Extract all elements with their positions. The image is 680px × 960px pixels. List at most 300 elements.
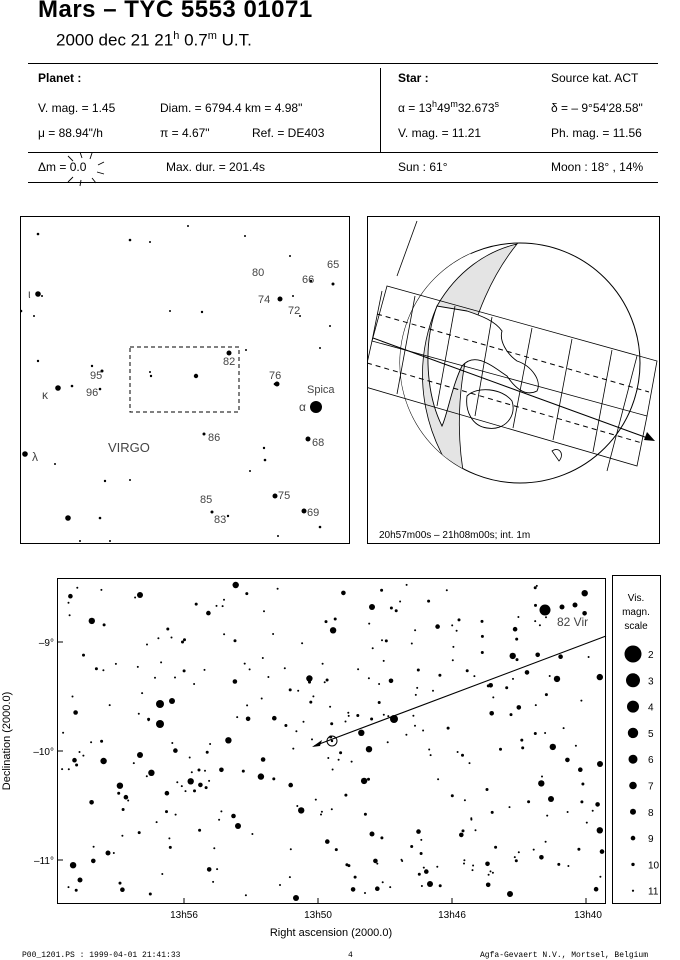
- bright-star: [137, 752, 143, 758]
- alpha-h: h: [431, 99, 437, 109]
- detail-star: [311, 738, 313, 740]
- finder-star: [310, 401, 322, 413]
- detail-star: [122, 808, 125, 811]
- bright-star: [137, 592, 143, 598]
- legend-title-1: Vis.: [627, 593, 645, 604]
- legend-label-mag-6: 6: [648, 755, 654, 767]
- detail-star: [223, 633, 225, 635]
- detail-star: [188, 778, 194, 784]
- detail-star: [472, 865, 474, 867]
- finder-star: [319, 347, 321, 349]
- detail-star: [414, 725, 416, 727]
- detail-star: [470, 817, 472, 819]
- detail-star: [395, 609, 398, 612]
- detail-star: [510, 713, 513, 716]
- legend-label-mag-5: 5: [648, 728, 654, 740]
- detail-star: [375, 886, 380, 891]
- detail-star: [306, 675, 312, 681]
- date-m: m: [207, 30, 217, 42]
- detail-star: [567, 865, 569, 867]
- detail-star: [189, 757, 191, 759]
- detail-star: [427, 600, 430, 603]
- detail-star: [209, 743, 211, 745]
- star-label-spica: Spica: [307, 384, 335, 396]
- bright-star: [156, 700, 164, 708]
- detail-star: [222, 605, 224, 607]
- legend-label-mag-8: 8: [648, 807, 654, 819]
- detail-star: [261, 757, 266, 762]
- detail-star: [249, 668, 251, 670]
- detail-star: [279, 884, 281, 886]
- sun-elevation: Sun : 61°: [398, 160, 448, 174]
- detail-star: [147, 718, 150, 721]
- detail-star: [534, 620, 536, 622]
- detail-star: [338, 759, 340, 761]
- detail-star: [539, 855, 544, 860]
- detail-star: [103, 623, 106, 626]
- detail-star: [361, 778, 367, 784]
- detail-star: [535, 704, 537, 706]
- finder-star: [319, 526, 322, 529]
- detail-star: [127, 800, 129, 802]
- detail-star: [544, 732, 546, 734]
- star-delta: δ = – 9°54'28.58": [551, 101, 643, 115]
- detail-star: [378, 683, 380, 685]
- detail-star: [520, 739, 523, 742]
- detail-star: [582, 590, 588, 596]
- detail-star: [181, 785, 183, 787]
- bright-star: [560, 605, 565, 610]
- finder-star: [149, 371, 151, 373]
- legend-dot-mag-2: [625, 646, 642, 663]
- detail-star: [368, 677, 370, 679]
- detail-star: [272, 777, 275, 780]
- detail-star: [488, 683, 493, 688]
- detail-star: [513, 627, 518, 632]
- detail-star: [385, 639, 388, 642]
- detail-star: [134, 597, 136, 599]
- finder-frame: [21, 217, 350, 544]
- detail-star: [492, 696, 494, 698]
- date-suffix: U.T.: [216, 30, 252, 50]
- detail-star: [345, 721, 347, 723]
- finder-star: [109, 540, 111, 542]
- target-star: [331, 740, 333, 742]
- detail-star: [378, 701, 381, 704]
- detail-star: [421, 885, 423, 887]
- detail-star: [372, 647, 374, 649]
- alpha-sec: 32.673: [457, 101, 495, 115]
- detail-star: [165, 791, 170, 796]
- finder-star: [289, 255, 291, 257]
- star-label-82: 82: [223, 356, 236, 368]
- detail-star: [446, 589, 448, 591]
- detail-star: [89, 800, 94, 805]
- detail-star: [160, 661, 162, 663]
- detail-star: [261, 698, 263, 700]
- detail-star: [68, 886, 70, 888]
- detail-star: [577, 848, 580, 851]
- detail-star: [380, 589, 383, 592]
- finder-star: [35, 291, 41, 297]
- detail-star: [567, 811, 569, 813]
- sun-burst-icon: [60, 150, 112, 188]
- detail-star: [133, 762, 135, 764]
- detail-star: [320, 814, 322, 816]
- detail-star: [554, 676, 560, 682]
- detail-star: [380, 836, 383, 839]
- detail-star: [75, 764, 78, 767]
- detail-star: [439, 884, 442, 887]
- detail-star: [332, 769, 334, 771]
- bright-star: [597, 761, 603, 767]
- greek-alpha: α: [299, 400, 306, 414]
- detail-star: [515, 638, 518, 641]
- detail-star: [412, 715, 414, 717]
- detail-star: [277, 588, 279, 590]
- detail-star: [586, 822, 588, 824]
- detail-star: [89, 618, 95, 624]
- detail-star: [208, 780, 210, 782]
- detail-star: [410, 845, 413, 848]
- detail-star: [195, 603, 198, 606]
- detail-star: [175, 814, 177, 816]
- table-top-rule: [28, 63, 658, 64]
- bright-star: [370, 832, 375, 837]
- detail-star: [411, 643, 413, 645]
- detail-star: [233, 679, 238, 684]
- detail-star: [466, 669, 469, 672]
- detail-star: [456, 630, 458, 632]
- legend-dot-mag-10: [631, 863, 634, 866]
- detail-star: [72, 696, 74, 698]
- detail-star: [231, 814, 236, 819]
- detail-star: [534, 604, 537, 607]
- finder-star: [55, 385, 61, 391]
- xtick-label-3: 13h46: [438, 910, 466, 921]
- detail-star: [435, 624, 440, 629]
- detail-star: [510, 653, 516, 659]
- detail-star: [198, 783, 203, 788]
- detail-star: [297, 690, 299, 692]
- detail-star: [368, 623, 370, 625]
- detail-star: [234, 639, 237, 642]
- detail-star: [491, 811, 494, 814]
- magnitude-legend: [612, 575, 662, 905]
- detail-star: [204, 669, 206, 671]
- detail-star: [303, 721, 305, 723]
- detail-star: [464, 799, 466, 801]
- bright-star: [369, 604, 375, 610]
- finder-star: [41, 295, 43, 297]
- detail-star: [258, 773, 264, 779]
- detail-star: [212, 881, 214, 883]
- date-prefix: 2000 dec 21 21: [56, 30, 174, 50]
- detail-star: [157, 637, 159, 639]
- alpha-min: 49: [436, 101, 451, 115]
- detail-star: [416, 829, 421, 834]
- legend-label-mag-2: 2: [648, 650, 654, 661]
- detail-star: [458, 618, 461, 621]
- star-label-69: 69: [307, 507, 320, 519]
- detail-star: [166, 628, 169, 631]
- detail-star: [325, 839, 330, 844]
- star-label-75: 75: [278, 490, 291, 502]
- detail-star: [119, 882, 122, 885]
- detail-star: [486, 883, 491, 888]
- detail-star: [344, 794, 347, 797]
- finder-star: [149, 241, 151, 243]
- date-h: h: [173, 30, 180, 42]
- detail-star: [415, 694, 417, 696]
- alpha-prefix: α = 13: [398, 101, 432, 115]
- detail-star: [137, 666, 139, 668]
- detail-star: [251, 833, 253, 835]
- detail-star: [452, 659, 454, 661]
- detail-star: [418, 873, 421, 876]
- star-label-74: 74: [258, 294, 271, 306]
- legend-label-mag-11: 11: [648, 886, 659, 898]
- detail-star: [420, 852, 423, 855]
- detail-star: [339, 751, 342, 754]
- legend-dot-mag-4: [627, 701, 639, 713]
- finder-star: [91, 365, 93, 367]
- detail-star: [93, 846, 95, 848]
- detail-star: [206, 751, 209, 754]
- detail-star: [580, 800, 583, 803]
- detail-star: [545, 841, 547, 843]
- star-label-86: 86: [208, 432, 221, 444]
- legend-dot-mag-11: [632, 890, 634, 892]
- detail-star: [75, 889, 78, 892]
- ytick-label-10: –10°: [33, 747, 54, 758]
- detail-star: [488, 874, 490, 876]
- detail-star: [517, 616, 519, 618]
- detail-star: [242, 770, 245, 773]
- finder-star: [302, 509, 307, 514]
- detail-star: [405, 734, 407, 736]
- detail-star: [329, 706, 331, 708]
- delta-mag: Δm = 0.0: [38, 160, 87, 174]
- detail-star: [370, 718, 373, 721]
- detail-star: [492, 872, 494, 874]
- detail-star: [401, 859, 403, 861]
- detail-star: [76, 587, 78, 589]
- detail-star: [351, 761, 353, 763]
- detail-star: [351, 887, 356, 892]
- detail-star: [599, 876, 601, 878]
- detail-star: [193, 683, 195, 685]
- event-datetime: [56, 30, 252, 51]
- detail-star: [115, 663, 117, 665]
- detail-star: [416, 687, 418, 689]
- greek-lambda: λ: [32, 450, 38, 464]
- detail-star: [545, 616, 547, 618]
- globe-caption: 20h57m00s – 21h08m00s; int. 1m: [379, 530, 531, 541]
- detail-star: [367, 778, 370, 781]
- star-source: Source kat. ACT: [551, 71, 639, 85]
- detail-star: [117, 783, 123, 789]
- detail-star: [463, 863, 465, 865]
- detail-star: [68, 594, 73, 599]
- detail-star: [563, 727, 565, 729]
- detail-star: [481, 635, 484, 638]
- detail-star: [414, 629, 416, 631]
- finder-star: [65, 515, 71, 521]
- detail-star: [469, 762, 471, 764]
- page-title: Mars – TYC 5553 01071: [38, 0, 313, 23]
- detail-star: [347, 712, 349, 714]
- detail-star: [121, 835, 123, 837]
- detail-star: [120, 887, 125, 892]
- y-axis-label: Declination (2000.0): [1, 691, 13, 791]
- detail-star: [223, 599, 225, 601]
- detail-star: [546, 815, 548, 817]
- detail-star: [171, 637, 173, 639]
- detail-star: [406, 584, 408, 586]
- detail-star: [399, 601, 401, 603]
- detail-star: [462, 829, 465, 832]
- legend-title-3: scale: [624, 621, 648, 632]
- detail-star: [341, 591, 346, 596]
- detail-star: [595, 802, 600, 807]
- detail-star: [315, 799, 317, 801]
- footer-file: P00_1201.PS : 1999-04-01 21:41:33: [22, 951, 181, 960]
- detail-star: [216, 605, 218, 607]
- detail-star: [79, 751, 81, 753]
- planet-mu: μ = 88.94"/h: [38, 126, 103, 140]
- finder-star: [169, 310, 171, 312]
- bright-star: [235, 823, 241, 829]
- finder-star: [244, 235, 246, 237]
- detail-star: [141, 692, 143, 694]
- star-label-83: 83: [214, 514, 227, 526]
- detail-star: [417, 669, 420, 672]
- ytick-label-9: –9°: [38, 638, 54, 649]
- detail-star: [289, 876, 291, 878]
- alpha-m: m: [450, 99, 458, 109]
- xtick-label-4: 13h40: [574, 910, 602, 921]
- detail-star: [499, 748, 502, 751]
- legend-label-mag-3: 3: [648, 676, 654, 688]
- detail-star: [485, 862, 490, 867]
- detail-star: [373, 859, 378, 864]
- detail-star: [216, 868, 218, 870]
- detail-star: [148, 770, 154, 776]
- detail-star: [550, 744, 556, 750]
- x-axis-label: Right ascension (2000.0): [269, 927, 393, 939]
- detail-star: [324, 681, 326, 683]
- detail-star: [334, 618, 337, 621]
- detail-star: [246, 704, 248, 706]
- bright-star: [573, 603, 578, 608]
- detail-star: [357, 668, 359, 670]
- detail-star: [168, 837, 170, 839]
- detail-star: [154, 677, 156, 679]
- detail-star: [176, 781, 178, 783]
- legend-dot-mag-8: [630, 809, 636, 815]
- detail-star: [578, 767, 583, 772]
- detail-star: [284, 667, 286, 669]
- detail-star: [312, 695, 314, 697]
- finder-star: [22, 451, 28, 457]
- detail-star: [516, 658, 519, 661]
- detail-star: [138, 713, 140, 715]
- detail-star: [475, 829, 477, 831]
- detail-star: [181, 641, 184, 644]
- detail-star: [156, 821, 158, 823]
- detail-star: [272, 716, 277, 721]
- detail-star: [284, 724, 287, 727]
- detail-star: [70, 862, 76, 868]
- bright-star: [540, 605, 551, 616]
- detail-star: [292, 748, 294, 750]
- detail-star: [494, 846, 497, 849]
- detail-star: [236, 716, 238, 718]
- finder-star: [277, 535, 279, 537]
- detail-star: [348, 715, 350, 717]
- finder-star: [306, 437, 311, 442]
- detail-star: [592, 810, 594, 812]
- detail-star: [515, 859, 518, 862]
- detail-star: [100, 589, 102, 591]
- detail-star: [321, 811, 323, 813]
- legend-dot-mag-7: [629, 782, 637, 790]
- legend-title-2: magn.: [622, 607, 650, 618]
- detail-star: [149, 893, 152, 896]
- bright-star: [293, 895, 299, 901]
- detail-star: [422, 730, 424, 732]
- detail-star: [472, 869, 474, 871]
- star-label-68: 68: [312, 437, 325, 449]
- finder-star: [129, 479, 131, 481]
- detail-star: [198, 829, 201, 832]
- planet-ref: Ref. = DE403: [252, 126, 325, 140]
- detail-star: [558, 654, 563, 659]
- detail-star: [345, 863, 348, 866]
- detail-star: [451, 794, 454, 797]
- finder-star: [99, 517, 102, 520]
- detail-star: [191, 771, 193, 773]
- detail-star: [263, 610, 265, 612]
- detail-star: [68, 602, 70, 604]
- greek-iota: ι: [28, 287, 31, 301]
- detail-star: [205, 786, 208, 789]
- legend-label-mag-9: 9: [648, 834, 654, 846]
- detail-star: [95, 667, 98, 670]
- detail-star: [580, 700, 582, 702]
- finder-chart: [20, 216, 350, 544]
- finder-star: [71, 385, 74, 388]
- detail-star: [219, 768, 224, 773]
- star-label-96: 96: [86, 387, 99, 399]
- star-vmag: V. mag. = 11.21: [398, 126, 482, 140]
- detail-star: [91, 859, 96, 864]
- finder-star: [227, 515, 229, 517]
- detail-star: [457, 751, 459, 753]
- detail-star: [72, 758, 77, 763]
- bright-star: [169, 698, 175, 704]
- moon-info: Moon : 18° , 14%: [551, 160, 644, 174]
- finder-star: [227, 351, 232, 356]
- detail-star: [61, 768, 63, 770]
- finder-star: [187, 225, 189, 227]
- detail-star: [330, 627, 336, 633]
- detail-star: [536, 585, 538, 587]
- detail-star: [169, 846, 172, 849]
- detail-star: [389, 679, 394, 684]
- detail-star: [463, 859, 465, 861]
